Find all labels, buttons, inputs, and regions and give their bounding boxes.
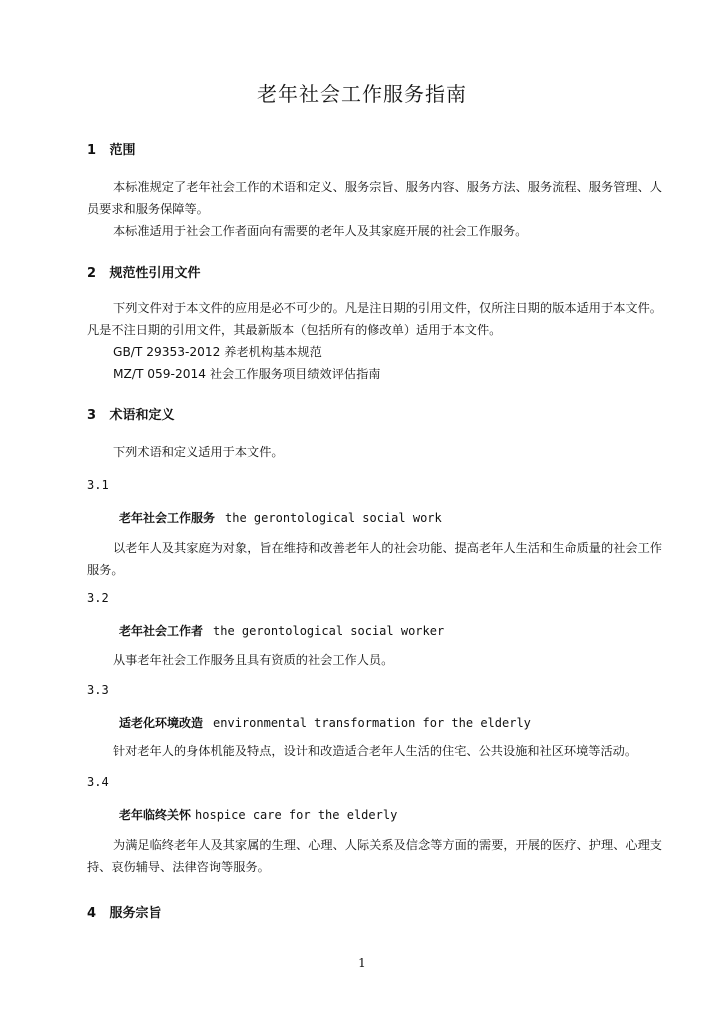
page-number: 1 xyxy=(358,956,366,970)
term-entry xyxy=(119,714,531,731)
term-chinese: 老年社会工作服务 xyxy=(119,511,216,525)
term-definition: 针对老年人的身体机能及特点，设计和改造适合老年人生活的住宅、公共设施和社区环境等活动。 xyxy=(113,744,638,758)
section-heading-4 xyxy=(87,902,162,921)
term-entry xyxy=(119,622,444,639)
paragraph-scope: 本标准规定了老年社会工作的术语和定义、服务宗旨、服务内容、服务方法、服务流程、服务管理、人员要求和服务保障等。 xyxy=(87,180,662,216)
term-english: environmental transformation for the elderly xyxy=(213,716,531,730)
section-number: 3 xyxy=(87,408,97,423)
document-title: 老年社会工作服务指南 xyxy=(257,82,467,106)
term-definition: 为满足临终老年人及其家属的生理、心理、人际关系及信念等方面的需要，开展的医疗、护理、心理支持、哀伤辅导、法律咨询等服务。 xyxy=(87,838,662,874)
term-chinese: 老年社会工作者 xyxy=(119,624,204,638)
term-definition: 以老年人及其家庭为对象，旨在维持和改善老年人的社会功能、提高老年人生活和生命质量的社会工作服务。 xyxy=(87,541,662,577)
term-entry xyxy=(119,806,397,823)
paragraph-terms-intro: 下列术语和定义适用于本文件。 xyxy=(113,445,284,459)
section-heading-1 xyxy=(87,139,136,158)
paragraph-applicability: 本标准适用于社会工作者面向有需要的老年人及其家庭开展的社会工作服务。 xyxy=(113,224,528,238)
term-chinese: 老年临终关怀 xyxy=(119,808,192,822)
section-title: 术语和定义 xyxy=(109,408,175,423)
paragraph-references: 下列文件对于本文件的应用是必不可少的。凡是注日期的引用文件，仅所注日期的版本适用于本文件。凡是不注日期的引用文件，其最新版本（包括所有的修改单）适用于本文件。 xyxy=(87,301,662,337)
term-definition: 从事老年社会工作服务且具有资质的社会工作人员。 xyxy=(113,653,394,667)
term-number: 3.3 xyxy=(87,683,109,697)
term-number: 3.1 xyxy=(87,478,109,492)
section-number: 1 xyxy=(87,143,97,158)
section-heading-2 xyxy=(87,262,201,281)
section-number: 4 xyxy=(87,906,97,921)
reference-item: MZ/T 059-2014 社会工作服务项目绩效评估指南 xyxy=(113,367,381,381)
term-number: 3.4 xyxy=(87,775,109,789)
term-entry xyxy=(119,509,442,526)
term-english: the gerontological social worker xyxy=(213,624,445,638)
term-number: 3.2 xyxy=(87,591,109,605)
term-english: the gerontological social work xyxy=(225,511,442,525)
section-title: 范围 xyxy=(109,143,136,158)
term-chinese: 适老化环境改造 xyxy=(119,716,204,730)
section-heading-3 xyxy=(87,404,175,423)
section-number: 2 xyxy=(87,266,97,281)
term-english: hospice care for the elderly xyxy=(195,808,398,822)
section-title: 服务宗旨 xyxy=(109,906,162,921)
reference-item: GB/T 29353-2012 养老机构基本规范 xyxy=(113,345,322,359)
section-title: 规范性引用文件 xyxy=(109,266,201,281)
